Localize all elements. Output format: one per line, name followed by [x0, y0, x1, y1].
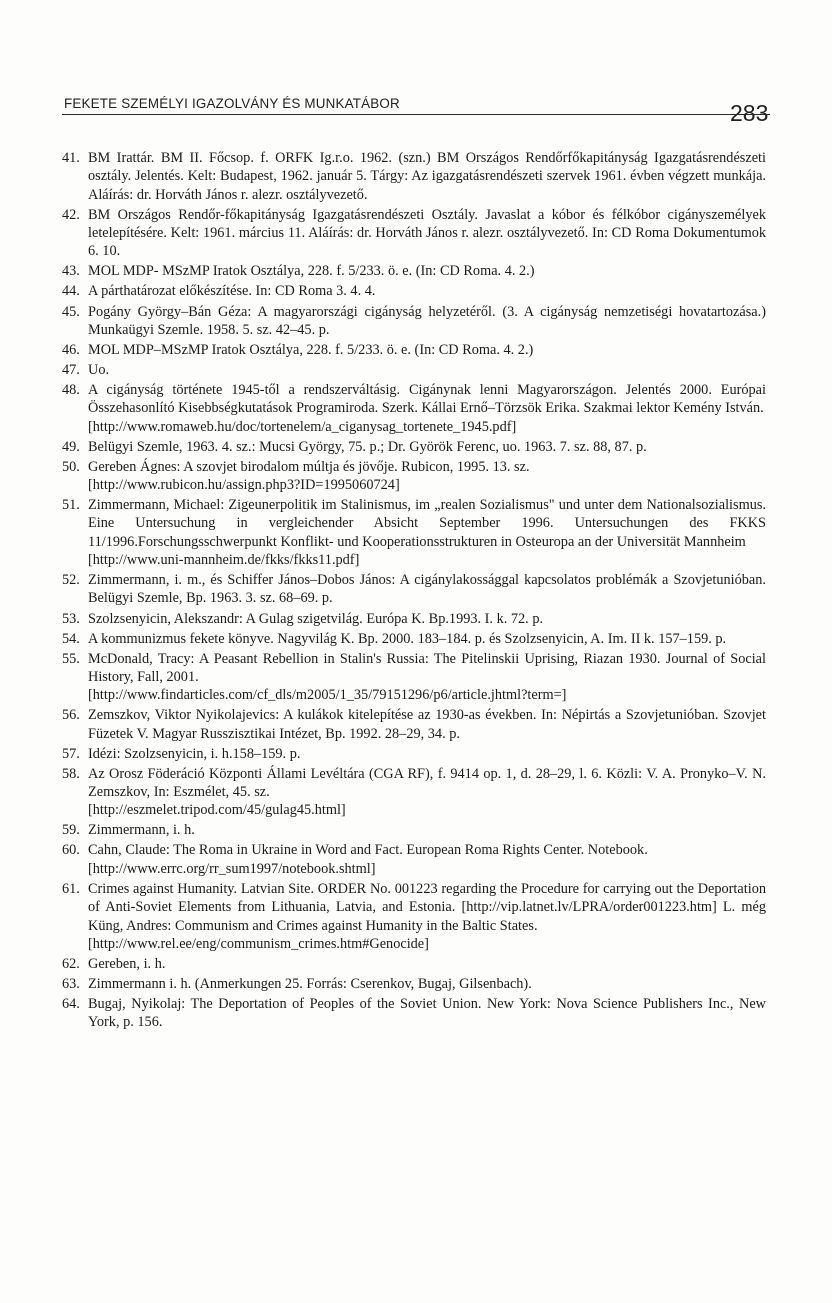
footnote-number: 60.	[62, 842, 80, 859]
footnote-text: A cigányság története 1945-től a rendszerváltásig. Cigánynak lenni Magyarországon. Jelentés 2000. Európai Összehasonlító Kisebbségkutatások Programiroda. Szerk. Kállai Ernő–Törzsök Erika. Szakmai lektor Kemény István.	[88, 381, 766, 417]
footnote-number: 52.	[62, 572, 80, 589]
footnote-text: A kommunizmus fekete könyve. Nagyvilág K. Bp. 2000. 183–184. p. és Szolzsenyicin, A. Im. II k. 157–159. p.	[88, 630, 727, 647]
footnote-item	[62, 765, 766, 820]
footnote-item	[62, 706, 766, 743]
footnote-number: 41.	[62, 150, 80, 166]
footnote-item	[62, 880, 766, 953]
footnote-text: MOL MDP- MSzMP Iratok Osztálya, 228. f. 5/233. ö. e. (In: CD Roma. 4. 2.)	[88, 263, 535, 280]
footnote-text: A párthatározat előkészítése. In: CD Roma 3. 4. 4.	[88, 283, 376, 300]
footnote-number: 47.	[62, 361, 80, 378]
header-title: FEKETE SZEMÉLYI IGAZOLVÁNY ÉS MUNKATÁBOR	[64, 96, 400, 111]
footnote-text: McDonald, Tracy: A Peasant Rebellion in Stalin's Russia: The Pitelinskii Uprising, Riazan 1930. Journal of Social History, Fall, 2001.	[88, 650, 766, 685]
footnote-text: Idézi: Szolzsenyicin, i. h.158–159. p.	[88, 745, 301, 762]
footnote-number: 63.	[62, 975, 80, 992]
footnote-url: [http://www.errc.org/rr_sum1997/notebook.shtml]	[88, 860, 376, 877]
footnote-number: 44.	[62, 283, 80, 300]
footnote-item	[62, 458, 766, 495]
footnote-text: Pogány György–Bán Géza: A magyarországi cigányság helyzetéről. (3. A cigányság nemzetiségi hovatartozása.) Munkaügyi Szemle. 1958. 5. sz. 42–45. p.	[88, 303, 766, 338]
footnote-item	[62, 610, 766, 628]
running-header	[62, 92, 770, 115]
footnote-item	[62, 841, 766, 878]
footnote-text: Zimmermann, i. h.	[88, 822, 195, 839]
footnote-number: 56.	[62, 707, 80, 724]
footnote-number: 58.	[62, 765, 80, 782]
footnote-number: 54.	[62, 630, 80, 647]
footnote-number: 45.	[62, 303, 80, 320]
footnote-number: 55.	[62, 650, 80, 667]
footnote-item	[62, 341, 766, 359]
footnote-url: [http://www.rubicon.hu/assign.php3?ID=1995060724]	[88, 477, 400, 494]
footnote-number: 43.	[62, 263, 80, 280]
footnote-text: Zimmermann, i. m., és Schiffer János–Dobos János: A cigánylakossággal kapcsolatos problémák a Szovjetunióban. Belügyi Szemle, Bp. 1963. 3. sz. 68–69. p.	[88, 572, 766, 607]
footnote-item	[62, 206, 766, 261]
footnote-text: Gereben Ágnes: A szovjet birodalom múltja és jövője. Rubicon, 1995. 13. sz.	[88, 458, 530, 475]
footnote-text: BM Országos Rendőr-főkapitányság Igazgatásrendészeti Osztály. Javaslat a kóbor és félkóbor cigányszemélyek letelepítésére. Kelt: 1961. március 11. Aláírás: dr. Horváth János r. alezr. osztályvezető. In: CD Roma Dokumentumok 6. 10.	[88, 206, 766, 260]
footnote-text: Gereben, i. h.	[88, 955, 166, 972]
footnote-item	[62, 282, 766, 300]
footnote-text: BM Irattár. BM II. Főcsop. f. ORFK Ig.r.o. 1962. (szn.) BM Országos Rendőrfőkapitányság Igazgatásrendészeti osztály. Jelentés. Kelt: Budapest, 1962. január 5. Tárgy: Az igazgatásrendészeti szervek 1961. évben végzett munkája. Aláírás: dr. Horváth János r. alezr. osztályvezető.	[88, 150, 766, 203]
footnote-item	[62, 975, 766, 993]
footnote-item	[62, 745, 766, 763]
footnote-item	[62, 381, 766, 436]
footnote-number: 42.	[62, 206, 80, 223]
footnote-url: [http://www.findarticles.com/cf_dls/m2005/1_35/79151296/p6/article.jhtml?term=]	[88, 687, 567, 704]
footnote-text: Zemszkov, Viktor Nyikolajevics: A kulákok kitelepítése az 1930-as években. In: Népirtás a Szovjetunióban. Szovjet Füzetek V. Magyar Russzisztikai Intézet, Bp. 1992. 28–29, 34. p.	[88, 707, 766, 742]
footnote-number: 48.	[62, 381, 80, 398]
footnote-number: 46.	[62, 341, 80, 358]
footnote-number: 50.	[62, 458, 80, 475]
footnote-item	[62, 995, 766, 1032]
footnote-number: 53.	[62, 610, 80, 627]
footnote-item	[62, 955, 766, 973]
footnote-item	[62, 303, 766, 340]
footnote-item	[62, 650, 766, 705]
footnote-number: 61.	[62, 880, 80, 897]
page-number: 283	[730, 100, 769, 126]
footnote-list	[62, 149, 766, 1033]
footnote-text: Zimmermann i. h. (Anmerkungen 25. Forrás: Cserenkov, Bugaj, Gilsenbach).	[88, 975, 532, 992]
footnote-item	[62, 438, 766, 456]
footnote-text: Cahn, Claude: The Roma in Ukraine in Word and Fact. European Roma Rights Center. Notebook.	[88, 842, 648, 859]
footnote-number: 62.	[62, 955, 80, 972]
footnote-text: Belügyi Szemle, 1963. 4. sz.: Mucsi György, 75. p.; Dr. Györök Ferenc, uo. 1963. 7. sz. 88, 87. p.	[88, 438, 647, 455]
footnote-item	[62, 262, 766, 280]
footnote-number: 49.	[62, 438, 80, 455]
footnote-url: [http://www.romaweb.hu/doc/tortenelem/a_ciganysag_tortenete_1945.pdf]	[88, 418, 517, 435]
footnote-text: Bugaj, Nyikolaj: The Deportation of Peoples of the Soviet Union. New York: Nova Science Publishers Inc., New York, p. 156.	[88, 995, 766, 1031]
footnote-url: [http://www.uni-mannheim.de/fkks/fkks11.pdf]	[88, 552, 360, 569]
footnote-text: Szolzsenyicin, Alekszandr: A Gulag szigetvilág. Európa K. Bp.1993. I. k. 72. p.	[88, 610, 544, 627]
footnote-text: Az Orosz Föderáció Központi Állami Levéltára (CGA RF), f. 9414 op. 1, d. 28–29, l. 6. Közli: V. A. Pronyko–V. N. Zemszkov, In: Eszmélet, 45. sz.	[88, 765, 766, 801]
footnote-url: [http://www.rel.ee/eng/communism_crimes.htm#Genocide]	[88, 935, 429, 952]
footnote-text: Zimmermann, Michael: Zigeunerpolitik im Stalinismus, im „realen Sozialismus" und unter dem Nationalsozialismus. Eine Untersuchung in vergleichender Absicht September 1996. Untersuchungen des FKKS 11/1996.Forschungsschwerpunkt Konflikt- und Kooperationsstrukturen in Osteuropa an der Universität Mannheim	[88, 497, 766, 550]
footnote-number: 64.	[62, 995, 80, 1012]
footnote-item	[62, 496, 766, 569]
footnote-item	[62, 821, 766, 839]
footnote-url: [http://eszmelet.tripod.com/45/gulag45.html]	[88, 802, 346, 819]
footnote-item	[62, 630, 766, 648]
footnote-item	[62, 571, 766, 608]
footnote-number: 51.	[62, 497, 80, 514]
footnote-number: 59.	[62, 822, 80, 839]
footnote-text: Uo.	[88, 361, 110, 378]
footnote-item	[62, 149, 766, 204]
footnote-text: Crimes against Humanity. Latvian Site. ORDER No. 001223 regarding the Procedure for carrying out the Deportation of Anti-Soviet Elements from Lithuania, Latvia, and Estonia. [http://vip.latnet.lv/LPRA/order001223.htm] L. még Küng, Andres: Communism and Crimes against Humanity in the Baltic States.	[88, 880, 766, 934]
footnote-item	[62, 361, 766, 379]
footnote-number: 57.	[62, 745, 80, 762]
footnote-text: MOL MDP–MSzMP Iratok Osztálya, 228. f. 5/233. ö. e. (In: CD Roma. 4. 2.)	[88, 341, 534, 358]
